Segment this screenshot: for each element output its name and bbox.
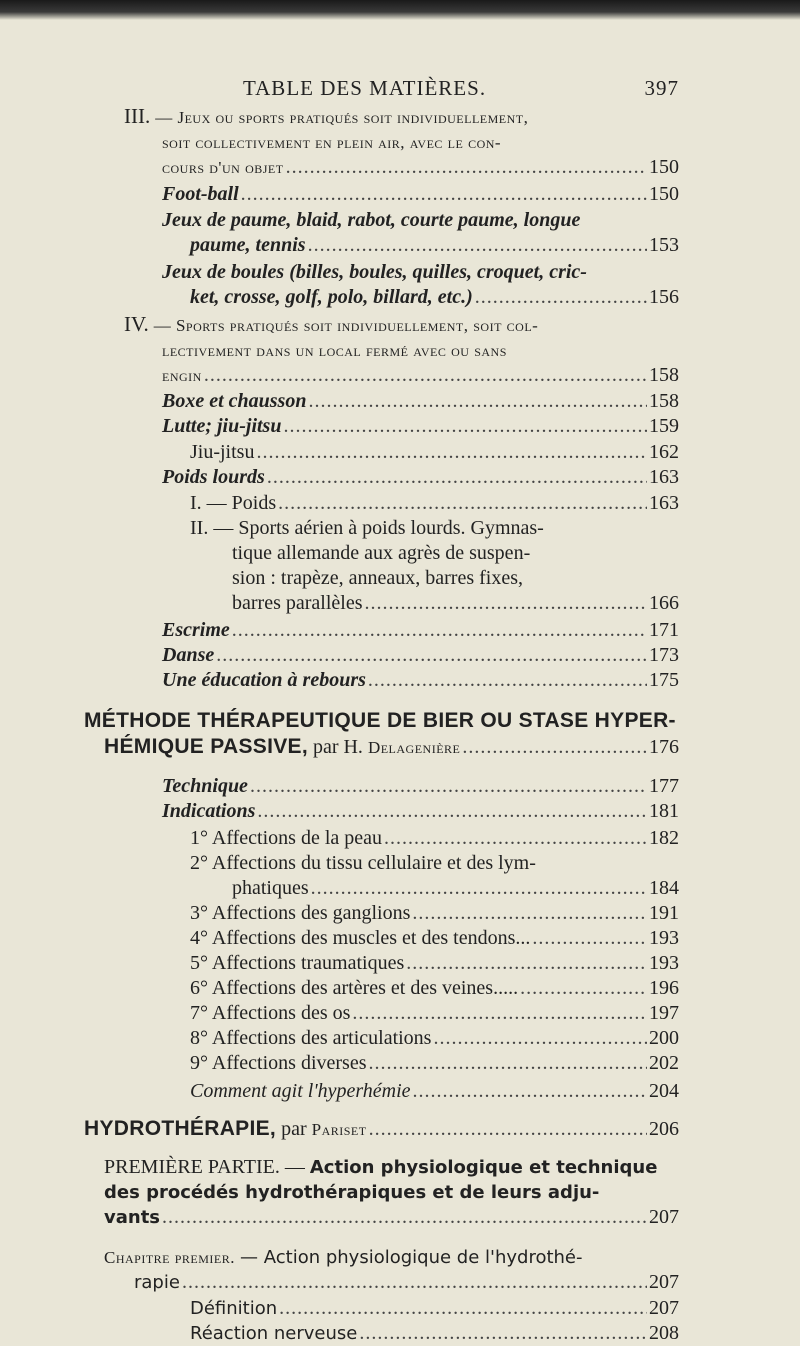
toc-entry[interactable]: HÉMIQUE PASSIVE, par H. Delagenière ..... 176 [104,734,679,760]
part1-heading-line2: des procédés hydrothérapiques et de leurs adju- [104,1182,600,1203]
toc-entry[interactable]: Indications ..... 181 [162,799,679,824]
toc-entry[interactable]: 1° Affections de la peau ..... 182 [190,826,679,851]
toc-entry[interactable]: barres parallèles ..... 166 [232,591,679,616]
toc-entry[interactable]: 9° Affections diverses ..... 202 [190,1051,679,1076]
section-iii-heading: III. — Jeux ou sports pratiqués soit individuellement, [124,104,529,128]
toc-entry[interactable]: cours d'un objet ..... 150 [162,155,679,180]
toc-entry[interactable]: I. — Poids ..... 163 [190,491,679,516]
toc-entry-text: Jeux de boules (billes, boules, quilles, croquet, cric- [162,261,587,283]
toc-entry[interactable]: 7° Affections des os ..... 197 [190,1001,679,1026]
toc-entry[interactable]: engin ..... 158 [162,363,679,388]
toc-entry[interactable]: ket, crosse, golf, polo, billard, etc.) ..... 156 [190,285,679,310]
methode-heading: MÉTHODE THÉRAPEUTIQUE DE BIER OU STASE HYPER- [84,709,676,732]
page-title: TABLE DES MATIÈRES. [243,76,487,100]
toc-entry[interactable]: HYDROTHÉRAPIE, par Pariset ..... 206 [84,1116,679,1142]
toc-entry-text: tique allemande aux agrès de suspen- [232,542,531,564]
toc-entry[interactable]: 6° Affections des artères et des veines..... ..... 196 [190,976,679,1001]
chapter-heading: Chapitre premier. — Action physiologique de l'hydrothé- [104,1247,583,1268]
section-iv-heading: IV. — Sports pratiqués soit individuellement, soit col- [124,312,539,336]
toc-entry[interactable]: Boxe et chausson ..... 158 [162,389,679,414]
toc-entry[interactable]: Poids lourds ..... 163 [162,465,679,490]
toc-entry[interactable]: Une éducation à rebours ..... 175 [162,668,679,693]
toc-entry[interactable]: Danse ..... 173 [162,643,679,668]
toc-entry[interactable]: Technique ..... 177 [162,774,679,799]
toc-entry[interactable]: paume, tennis ..... 153 [190,233,679,258]
page-top-shadow [0,0,800,20]
toc-entry[interactable]: rapie ..... 207 [134,1270,679,1295]
toc-entry-text: II. — Sports aérien à poids lourds. Gymnas- [190,517,544,539]
toc-entry[interactable]: Jiu-jitsu ..... 162 [190,440,679,465]
page-number: 397 [644,76,679,100]
toc-entry[interactable]: Lutte; jiu-jitsu ..... 159 [162,414,679,439]
section-iii-heading-line2: soit collectivement en plein air, avec le con- [162,133,502,152]
toc-entry[interactable]: Définition ..... 207 [190,1296,679,1321]
toc-entry-text: Jeux de paume, blaid, rabot, courte paume, longue [162,209,581,231]
toc-entry[interactable]: Escrime ..... 171 [162,618,679,643]
toc-entry[interactable]: 4° Affections des muscles et des tendons... ..... 193 [190,926,679,951]
toc-entry[interactable]: Comment agit l'hyperhémie ..... 204 [190,1079,679,1104]
toc-entry[interactable]: vants ..... 207 [104,1205,679,1230]
toc-entry[interactable]: 8° Affections des articulations ..... 200 [190,1026,679,1051]
section-iv-heading-line2: lectivement dans un local fermé avec ou sans [162,341,507,360]
toc-entry[interactable]: Foot-ball ..... 150 [162,182,679,207]
toc-entry[interactable]: 5° Affections traumatiques ..... 193 [190,951,679,976]
toc-entry[interactable]: Réaction nerveuse ..... 208 [190,1321,679,1346]
toc-entry-text: 2° Affections du tissu cellulaire et des lym- [190,852,536,874]
toc-entry-text: sion : trapèze, anneaux, barres fixes, [232,567,523,589]
toc-entry[interactable]: phatiques ..... 184 [232,876,679,901]
part1-heading: PREMIÈRE PARTIE. — Action physiologique et technique [104,1156,658,1178]
page-header [243,76,679,101]
toc-entry[interactable]: 3° Affections des ganglions ..... 191 [190,901,679,926]
